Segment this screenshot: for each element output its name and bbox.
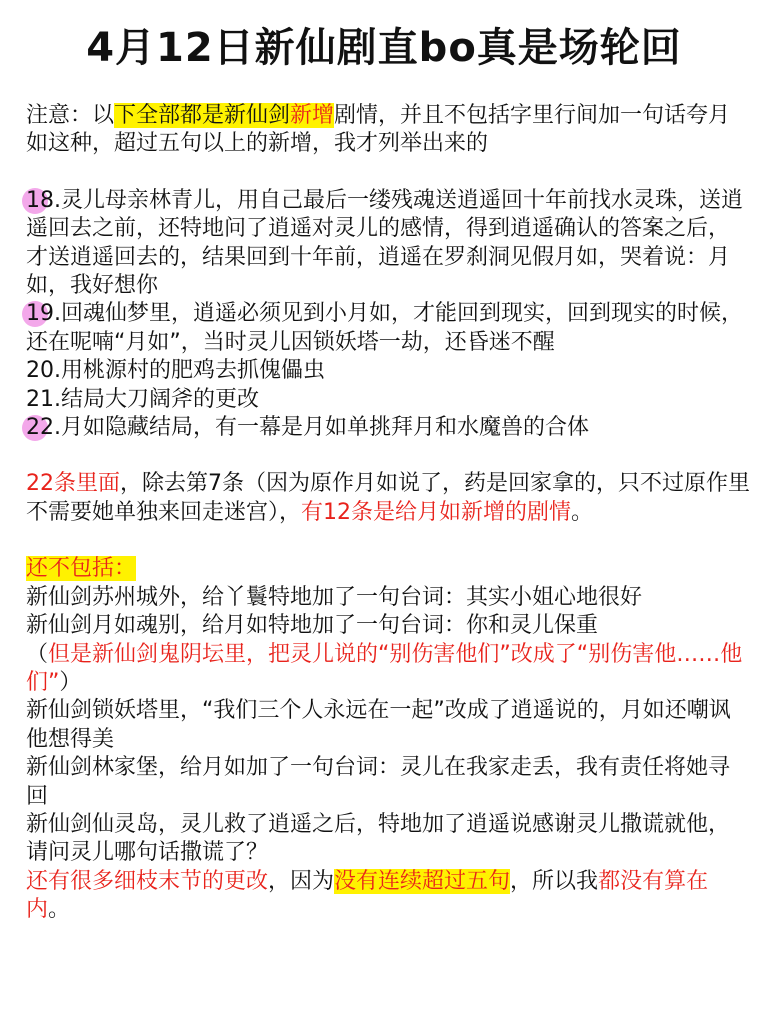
item-number-badge: 18 [26, 187, 54, 215]
summary-red-lead: 22条里面 [26, 471, 120, 497]
item-text: .回魂仙梦里，逍遥必须见到小月如，才能回到现实，回到现实的时候，还在呢喃“月如”，当时灵儿因锁妖塔一劫，还昏迷不醒 [26, 301, 743, 355]
spacer [26, 442, 750, 470]
page-title: 4月12日新仙剧直bo真是场轮回 [86, 25, 682, 71]
list-item [26, 187, 750, 301]
item-number-badge: 22 [26, 414, 54, 442]
item-text: .用桃源村的肥鸡去抓傀儡虫 [54, 358, 325, 384]
item-number: 21 [26, 386, 54, 412]
item-list [26, 187, 750, 443]
exclude-heading: 还不包括： [26, 556, 137, 582]
note-suffix: 剧情，并且不包括字里行间加一句话夸月如这种，超过五句以上的新增，我才列举出来的 [26, 103, 731, 157]
item-text: .结局大刀阔斧的更改 [54, 386, 259, 412]
exclude-item: 新仙剑锁妖塔里，“我们三个人永远在一起”改成了逍遥说的，月如还嘲讽他想得美 [26, 698, 731, 752]
footer-paragraph [26, 868, 750, 925]
article-body [26, 102, 750, 925]
exclude-item: 新仙剑苏州城外，给丫鬟特地加了一句台词：其实小姐心地很好 [26, 584, 643, 610]
note-highlight: 下全部都是新仙剑 [114, 103, 291, 128]
summary-middle: ，除去第7条（因为原作月如说了，药是回家拿的，只不过原作里不需要她单独来回走迷宫）， [26, 471, 750, 525]
list-item [26, 414, 750, 442]
summary-paragraph [26, 470, 750, 527]
list-item [26, 300, 750, 357]
summary-red-conclusion: 有12条是给月如新增的剧情 [301, 499, 572, 525]
footer-highlight: 没有连续超过五句 [334, 868, 511, 894]
item-text: .灵儿母亲林青儿，用自己最后一缕残魂送逍遥回十年前找水灵珠，送逍遥回去之前，还特地问了逍遥对灵儿的感情，得到逍遥确认的答案之后，才送逍遥回去的，结果回到十年前，逍遥在罗刹洞见假月如，哭着说：月如，我好想你 [26, 187, 743, 299]
spacer [26, 527, 750, 555]
item-number: 20 [26, 358, 54, 384]
exclude-heading-line [26, 555, 750, 583]
note-paragraph [26, 102, 750, 159]
exclude-item: 新仙剑仙灵岛，灵儿救了逍遥之后，特地加了逍遥说感谢灵儿撒谎就他，请问灵儿哪句话撒谎了？ [26, 811, 731, 866]
exclude-item: 新仙剑林家堡，给月如加了一句台词：灵儿在我家走丢，我有责任将她寻回 [26, 755, 731, 809]
note-prefix: 注意：以 [26, 103, 115, 128]
paren-open: （ [26, 641, 49, 667]
list-item [26, 357, 750, 385]
item-number-badge: 19 [26, 300, 54, 328]
spacer [26, 159, 750, 187]
note-highlight-red: 新增 [290, 103, 335, 128]
paren-red-text: 但是新仙剑鬼阴坛里，把灵儿说的“别伤害他们”改成了“别伤害他……他们” [26, 641, 743, 695]
summary-end: 。 [571, 499, 594, 525]
paren-close: ） [59, 669, 82, 695]
exclude-item: 新仙剑月如魂别，给月如特地加了一句台词：你和灵儿保重 [26, 613, 599, 639]
footer-end: 。 [48, 897, 71, 923]
list-item [26, 386, 750, 414]
footer-red-tail: 都没有算在内 [26, 868, 709, 923]
footer-red-lead: 还有很多细枝末节的更改 [26, 868, 269, 894]
footer-middle: ，因为 [268, 868, 335, 894]
paren-note [26, 641, 750, 698]
footer-middle-2: ，所以我 [510, 868, 599, 894]
item-text: .月如隐藏结局，有一幕是月如单挑拜月和水魔兽的合体 [54, 415, 589, 441]
